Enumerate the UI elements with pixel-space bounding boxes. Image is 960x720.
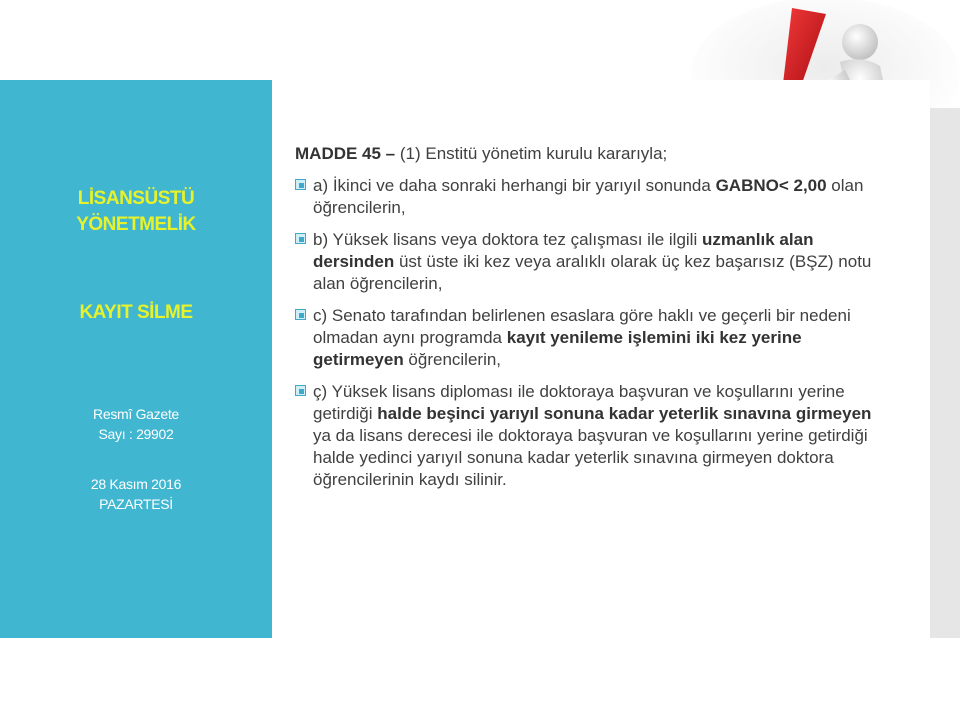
article-text xyxy=(295,143,875,501)
list-item: b) Yüksek lisans veya doktora tez çalışması ile ilgili uzmanlık alan dersinden üst üste iki kez veya aralıklı olarak üç kez başarısız (BŞZ) notu alan öğrencilerin, xyxy=(295,229,875,295)
list-item: a) İkinci ve daha sonraki herhangi bir yarıyıl sonunda GABNO< 2,00 olan öğrencilerin, xyxy=(295,175,875,219)
list-item: ç) Yüksek lisans diploması ile doktoraya başvuran ve koşullarını yerine getirdiği halde beşinci yarıyıl sonuna kadar yeterlik sınavına girmeyen ya da lisans derecesi ile doktoraya başvuran ve koşullarını yerine getirdiği halde yedinci yarıyıl sonuna kadar yeterlik sınavına girmeyen doktora öğrencilerinin kaydı silinir. xyxy=(295,381,875,491)
date-info: 28 Kasım 2016 PAZARTESİ xyxy=(90,476,182,512)
article-heading: MADDE 45 – (1) Enstitü yönetim kurulu kararıyla; xyxy=(295,144,668,163)
checkbox-bullet-icon xyxy=(295,233,306,244)
gazette-info: Resmî Gazete Sayı : 29902 xyxy=(93,406,179,442)
section-title: KAYIT SİLME xyxy=(79,302,193,323)
side-strip xyxy=(930,108,960,638)
regulation-title: LİSANSÜSTÜ YÖNETMELİK xyxy=(76,188,196,235)
checkbox-bullet-icon xyxy=(295,179,306,190)
checkbox-bullet-icon xyxy=(295,309,306,320)
list-item: c) Senato tarafından belirlenen esaslara göre haklı ve geçerli bir nedeni olmadan aynı programda kayıt yenileme işlemini iki kez yerine getirmeyen öğrencilerin, xyxy=(295,305,875,371)
sidebar-panel xyxy=(0,80,272,638)
checkbox-bullet-icon xyxy=(295,385,306,396)
